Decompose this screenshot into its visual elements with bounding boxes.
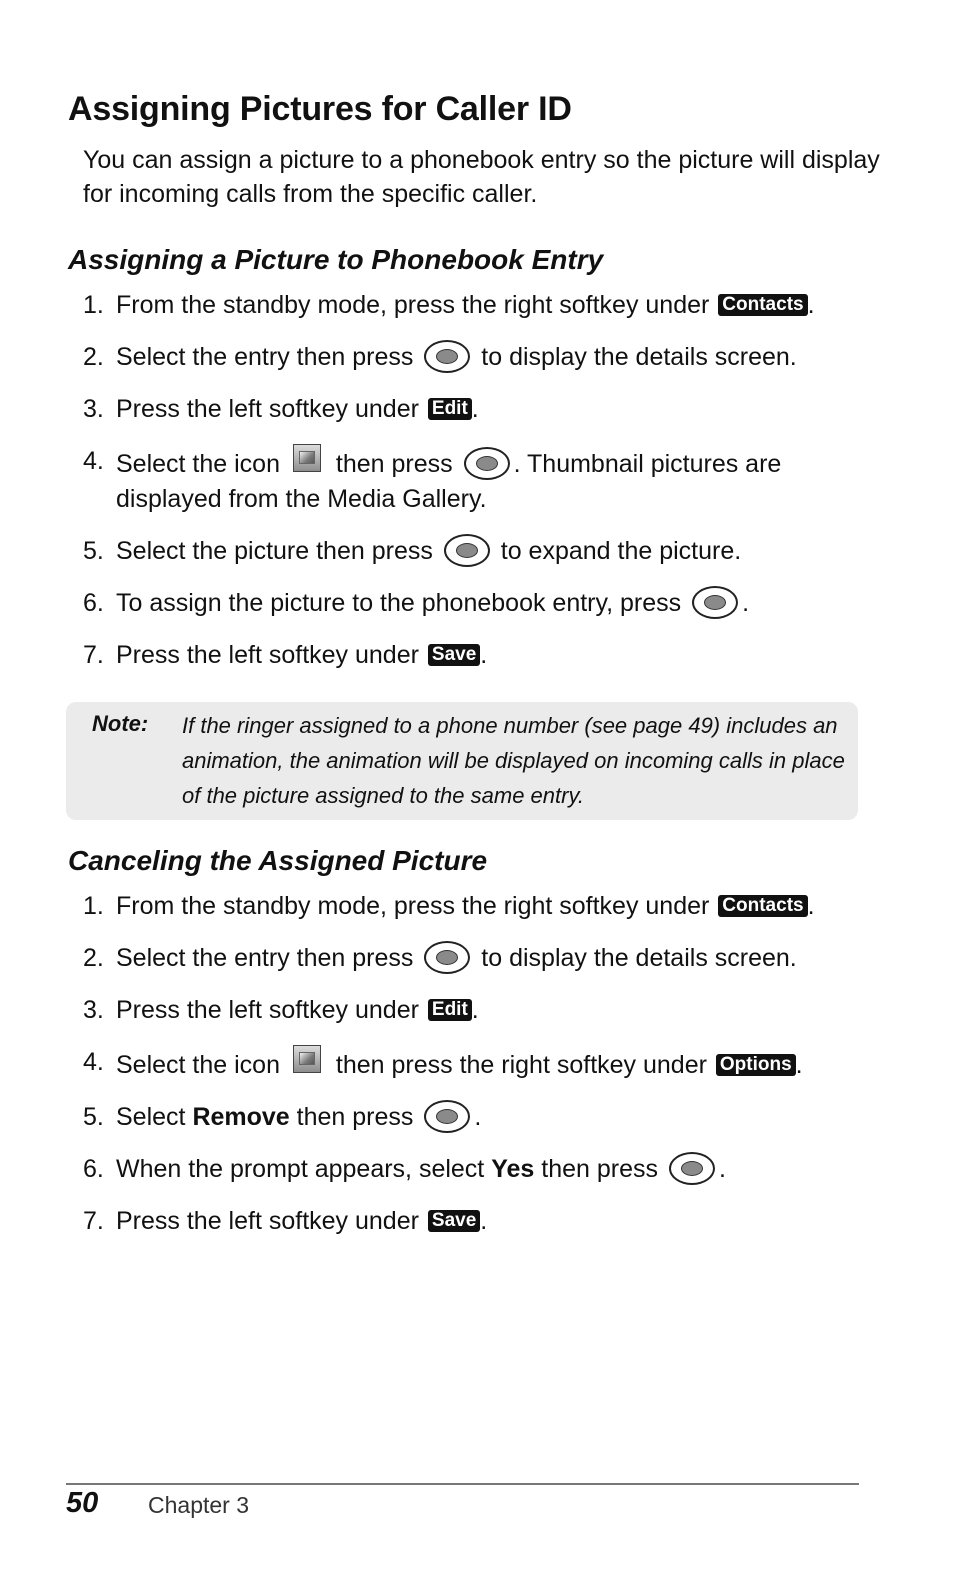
edit-softkey-label: Edit: [428, 999, 472, 1021]
footer-divider: [66, 1483, 859, 1485]
step-text: Select the picture then press: [116, 537, 440, 565]
step-text: then press: [328, 450, 460, 478]
list-item: [83, 288, 873, 323]
step-number: 1.: [83, 291, 104, 319]
list-item: [83, 1204, 873, 1239]
step-number: 3.: [83, 996, 104, 1024]
step-number: 6.: [83, 589, 104, 617]
step-bold-term: Remove: [192, 1103, 290, 1131]
list-item: [83, 638, 873, 673]
contacts-softkey-label: Contacts: [718, 294, 807, 316]
picture-icon: [293, 1045, 321, 1073]
step-text: Press the left softkey under: [116, 641, 426, 669]
ok-key-icon: [464, 447, 510, 480]
step-text: .: [807, 291, 815, 319]
list-item: [83, 586, 873, 621]
list-item: [83, 941, 873, 976]
step-text: Select: [116, 1103, 193, 1131]
step-text: Press the left softkey under: [116, 395, 426, 423]
ok-key-icon: [424, 340, 470, 373]
step-number: 7.: [83, 641, 104, 669]
step-number: 2.: [83, 343, 104, 371]
note-text: If the ringer assigned to a phone number (see page 49) includes an animation, the animation will be displayed on incoming calls in place of the picture assigned to the same entry.: [182, 713, 845, 808]
section-heading-assigning: Assigning a Picture to Phonebook Entry: [68, 244, 604, 275]
step-text: .: [480, 1207, 488, 1235]
list-item: [83, 340, 873, 375]
list-item: [83, 534, 873, 569]
step-text: .: [807, 892, 815, 920]
step-text: then press: [534, 1155, 665, 1183]
page-title: Assigning Pictures for Caller ID: [68, 90, 572, 128]
options-softkey-label: Options: [716, 1054, 796, 1076]
step-text: Select the icon: [116, 450, 287, 478]
step-text: Select the icon: [116, 1051, 287, 1079]
intro-paragraph: You can assign a picture to a phonebook entry so the picture will display for incoming calls from the specific caller.: [83, 146, 880, 208]
step-number: 3.: [83, 395, 104, 423]
list-item: [83, 1100, 873, 1135]
ok-key-icon: [424, 941, 470, 974]
step-text: .: [474, 1103, 482, 1131]
step-number: 6.: [83, 1155, 104, 1183]
ok-key-icon: [424, 1100, 470, 1133]
step-text: .: [471, 395, 479, 423]
list-item: [83, 444, 873, 517]
step-number: 2.: [83, 944, 104, 972]
step-text: to expand the picture.: [493, 537, 742, 565]
step-text: .: [480, 641, 488, 669]
step-number: 4.: [83, 1048, 104, 1076]
ok-key-icon: [444, 534, 490, 567]
contacts-softkey-label: Contacts: [718, 895, 807, 917]
edit-softkey-label: Edit: [428, 398, 472, 420]
note-box: [66, 702, 858, 820]
step-number: 5.: [83, 1103, 104, 1131]
step-text: To assign the picture to the phonebook entry, press: [116, 589, 689, 617]
step-text: Press the left softkey under: [116, 1207, 426, 1235]
step-text: Press the left softkey under: [116, 996, 426, 1024]
ok-key-icon: [692, 586, 738, 619]
save-softkey-label: Save: [428, 644, 480, 666]
cancel-steps-list: [83, 889, 873, 1256]
ok-key-icon: [669, 1152, 715, 1185]
page-number: 50: [66, 1487, 99, 1519]
step-text: .: [471, 996, 479, 1024]
section-heading-canceling: Canceling the Assigned Picture: [68, 845, 488, 876]
step-text: .: [718, 1155, 726, 1183]
step-text: .: [742, 589, 750, 617]
assign-steps-list: [83, 288, 873, 690]
step-text: From the standby mode, press the right softkey under: [116, 892, 717, 920]
save-softkey-label: Save: [428, 1210, 480, 1232]
step-text: When the prompt appears, select: [116, 1155, 492, 1183]
step-text: to display the details screen.: [474, 944, 797, 972]
chapter-label: Chapter 3: [148, 1492, 250, 1518]
list-item: [83, 1045, 873, 1083]
step-text: Select the entry then press: [116, 343, 421, 371]
step-number: 1.: [83, 892, 104, 920]
step-text: From the standby mode, press the right softkey under: [116, 291, 717, 319]
step-text: . Thumbnail pictures are displayed from the Media Gallery.: [116, 450, 782, 513]
step-text: then press: [289, 1103, 421, 1131]
note-label: Note:: [92, 711, 149, 736]
list-item: [83, 993, 873, 1028]
list-item: [83, 1152, 873, 1187]
step-bold-term: Yes: [491, 1155, 535, 1183]
picture-icon: [293, 444, 321, 472]
step-text: to display the details screen.: [474, 343, 797, 371]
step-text: .: [795, 1051, 803, 1079]
step-text: Select the entry then press: [116, 944, 421, 972]
step-number: 7.: [83, 1207, 104, 1235]
list-item: [83, 392, 873, 427]
step-number: 5.: [83, 537, 104, 565]
step-text: then press the right softkey under: [328, 1051, 714, 1079]
step-number: 4.: [83, 447, 104, 475]
list-item: [83, 889, 873, 924]
